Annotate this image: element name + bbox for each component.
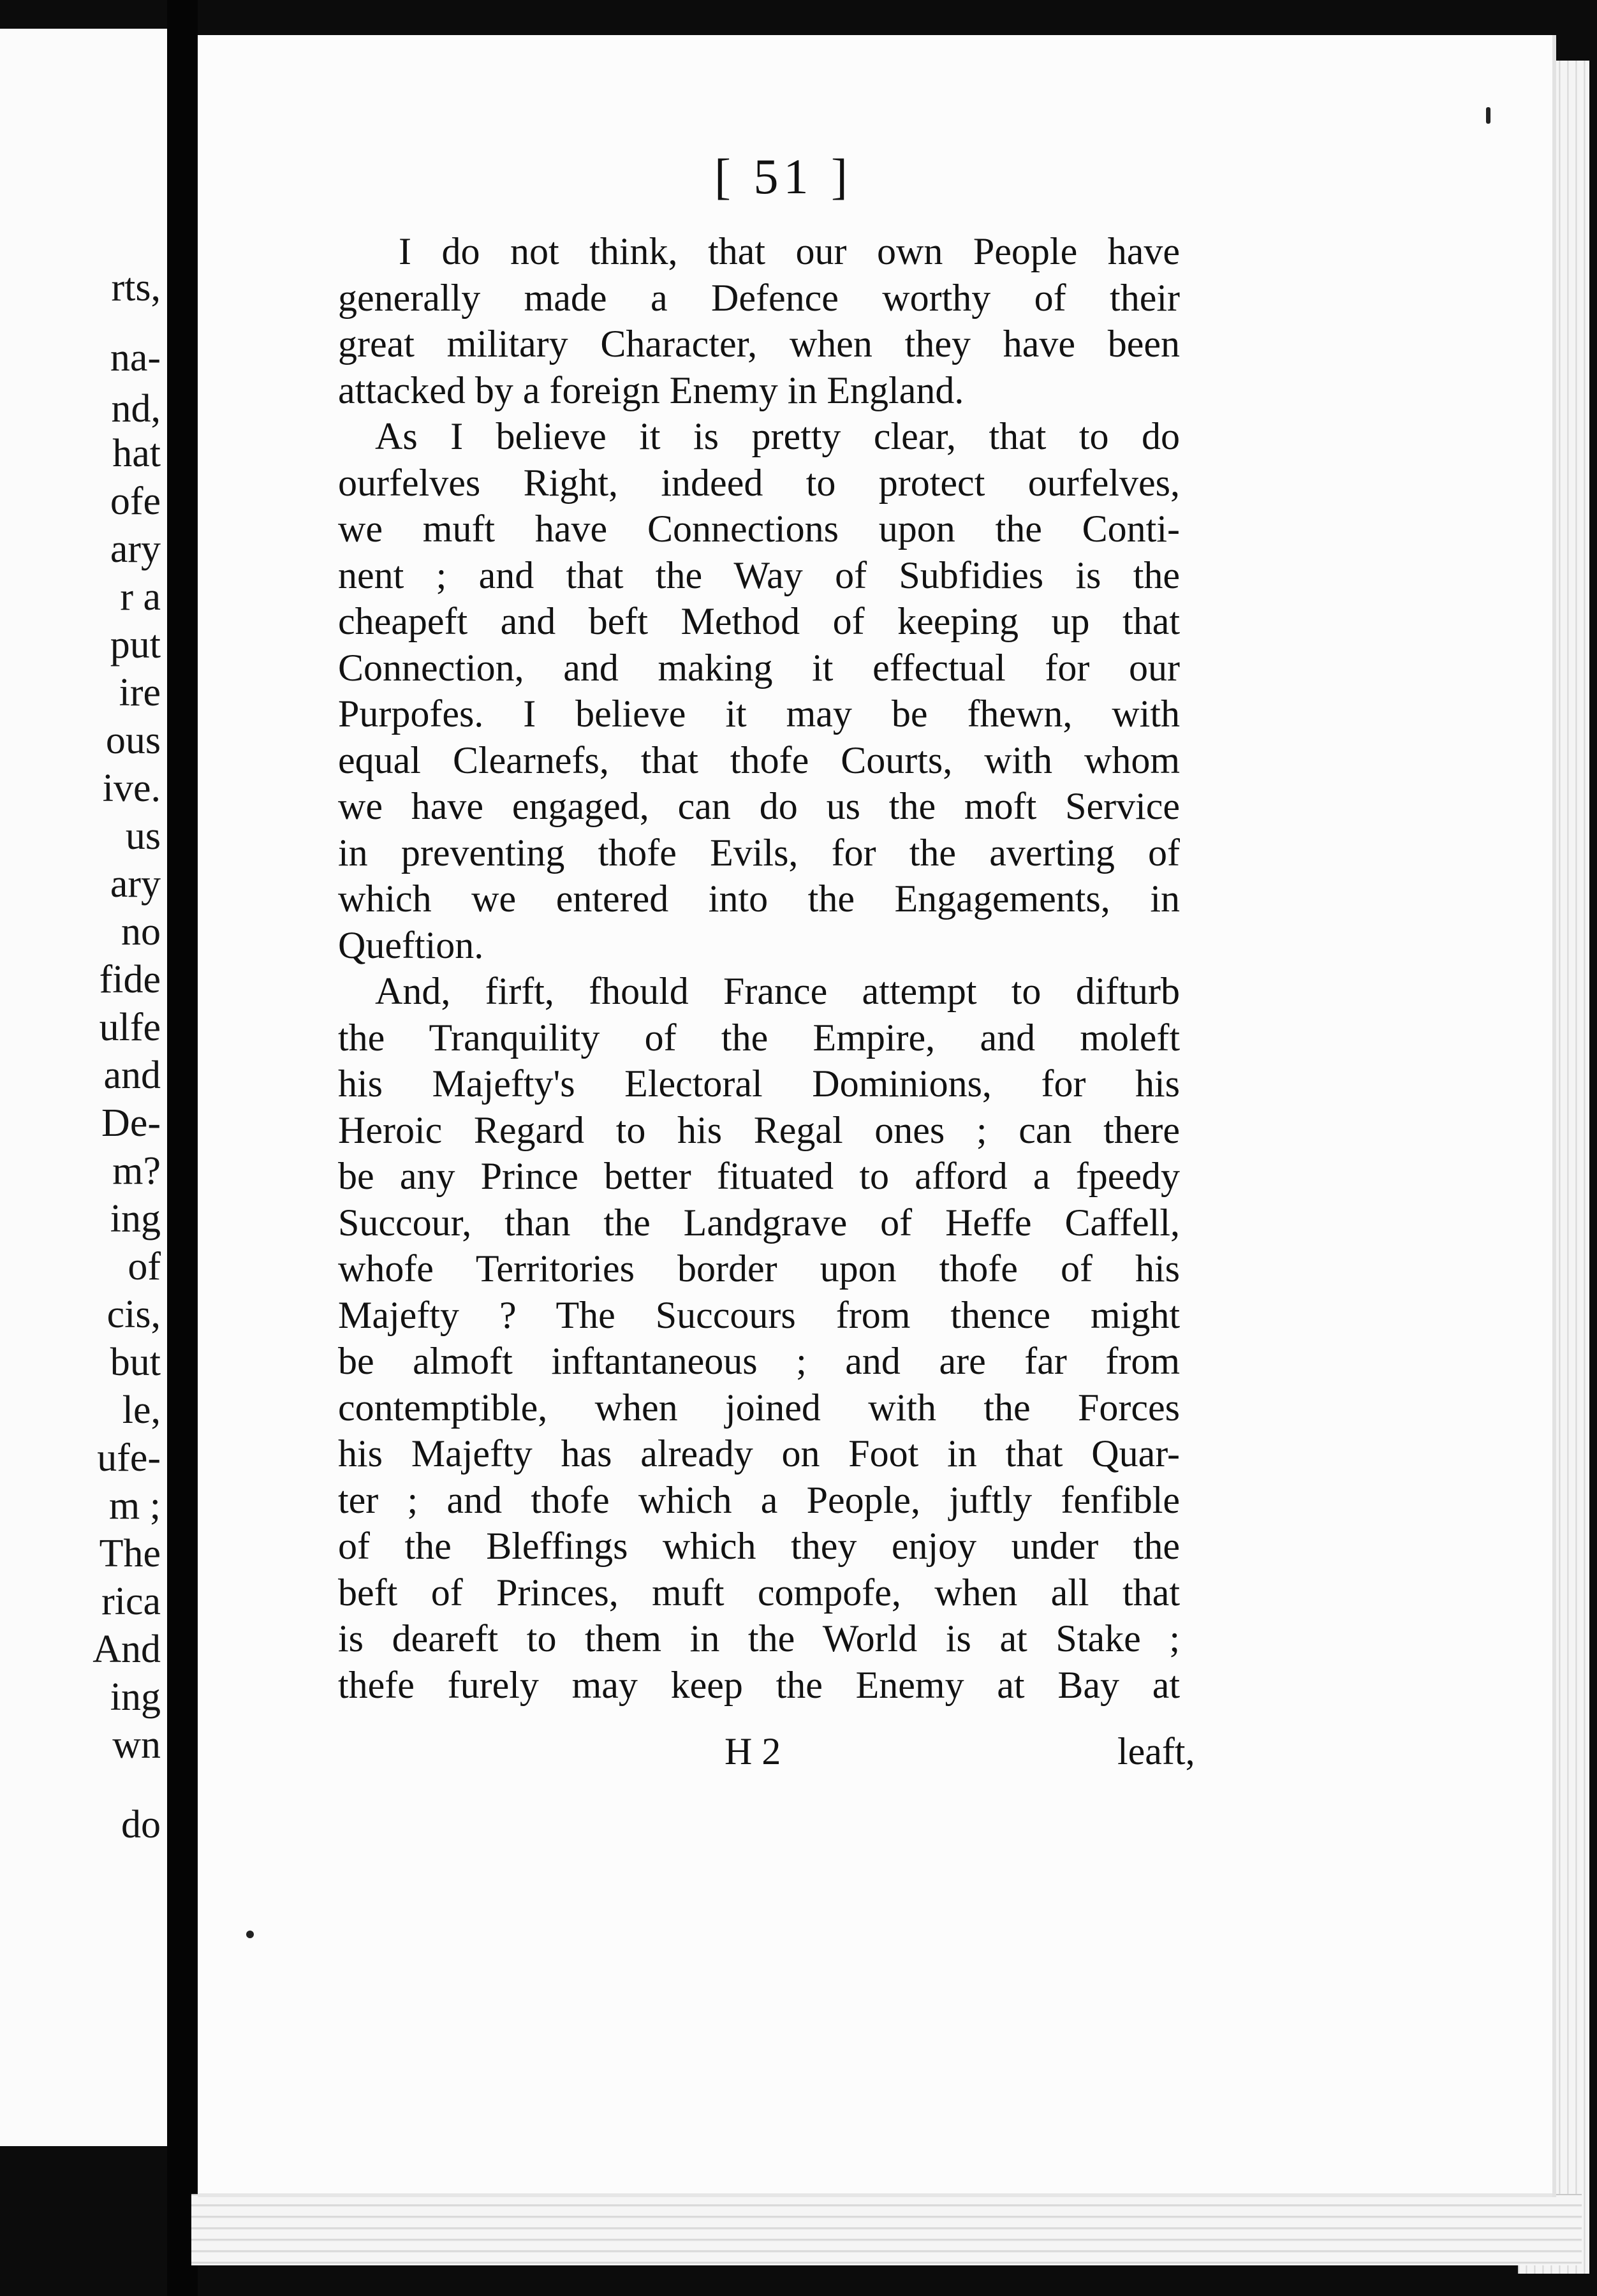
signature-mark: H 2 <box>725 1730 781 1772</box>
left-page-fragment: of <box>128 1245 161 1288</box>
left-page-fragment: ary <box>110 527 161 571</box>
left-page-fragment: rts, <box>111 266 161 309</box>
left-page-fragment: r a <box>120 575 161 619</box>
left-page-fragment: ive. <box>102 767 161 810</box>
text-line: ourfelves Right, indeed to protect ourfelves, <box>338 461 1180 504</box>
left-page-fragment: no <box>121 910 161 953</box>
left-page-fragment: m? <box>112 1149 161 1193</box>
text-line: the Tranquility of the Empire, and moleft <box>338 1016 1180 1059</box>
text-line: Purpofes. I believe it may be fhewn, with <box>338 693 1180 735</box>
left-page-fragment: ing <box>110 1675 161 1719</box>
left-page-fragment: ary <box>110 862 161 906</box>
left-page-fragment: do <box>121 1803 161 1846</box>
left-page-fragment: wn <box>112 1723 161 1767</box>
left-page-fragment: nd, <box>111 387 161 430</box>
left-page-fragment: but <box>110 1341 161 1384</box>
left-page-fragment: le, <box>122 1388 161 1432</box>
text-line: his Majefty's Electoral Dominions, for his <box>338 1063 1180 1105</box>
text-line: As I believe it is pretty clear, that to do <box>375 415 1180 457</box>
left-page-fragment: ulfe <box>99 1006 161 1049</box>
text-line: be any Prince better fituated to afford a fpeedy <box>338 1155 1180 1197</box>
left-page-fragment: na- <box>110 336 161 379</box>
text-line: we have engaged, can do us the moft Service <box>338 785 1180 827</box>
ink-speck <box>1486 107 1490 124</box>
ink-speck <box>246 1931 254 1938</box>
left-page-fragment: ing <box>110 1197 161 1240</box>
page-bottom-edges <box>191 2194 1582 2265</box>
left-page-fragment: put <box>110 623 161 666</box>
text-line: And, firft, fhould France attempt to difturb <box>375 970 1180 1012</box>
text-line: nent ; and that the Way of Subfidies is the <box>338 554 1180 596</box>
left-page-fragment: us <box>125 814 161 858</box>
text-line: great military Character, when they have been <box>338 323 1180 365</box>
left-page-fragment: hat <box>112 432 161 475</box>
text-line: his Majefty has already on Foot in that Quar- <box>338 1432 1180 1475</box>
left-page-fragment: ire <box>119 671 161 714</box>
text-line: we muft have Connections upon the Conti- <box>338 508 1180 550</box>
left-page-fragment: and <box>103 1054 161 1097</box>
left-page-fragment: The <box>99 1532 161 1575</box>
text-line: Heroic Regard to his Regal ones ; can there <box>338 1108 1180 1151</box>
page-body-text <box>338 228 1180 1708</box>
page-number: [ 51 ] <box>714 149 853 204</box>
text-line: in preventing thofe Evils, for the averting of <box>338 831 1180 874</box>
text-line: beft of Princes, muft compofe, when all that <box>338 1571 1180 1614</box>
text-line: is deareft to them in the World is at Stake ; <box>338 1617 1180 1659</box>
left-page-fragment: ous <box>105 719 161 762</box>
catchword: leaft, <box>1117 1730 1195 1772</box>
left-page-fragment: And <box>92 1628 161 1671</box>
left-page-fragment: rica <box>101 1580 161 1623</box>
text-line: equal Clearnefs, that thofe Courts, with whom <box>338 739 1180 781</box>
text-line: attacked by a foreign Enemy in England. <box>338 369 964 411</box>
left-page-fragment: m ; <box>109 1484 161 1527</box>
text-line: generally made a Defence worthy of their <box>338 276 1180 319</box>
previous-page-fragment <box>0 29 169 2146</box>
text-line: Queftion. <box>338 924 484 966</box>
text-line: Succour, than the Landgrave of Heffe Caffell, <box>338 1201 1180 1244</box>
text-line: of the Bleffings which they enjoy under the <box>338 1525 1180 1567</box>
text-line: which we entered into the Engagements, in <box>338 878 1180 920</box>
text-line: I do not think, that our own People have <box>399 230 1180 272</box>
text-line: whofe Territories border upon thofe of his <box>338 1247 1180 1290</box>
left-page-fragment: ufe- <box>97 1436 161 1480</box>
book-gutter <box>167 0 198 2296</box>
text-line: be almoft inftantaneous ; and are far from <box>338 1340 1180 1382</box>
text-line: cheapeft and beft Method of keeping up that <box>338 600 1180 642</box>
text-line: thefe furely may keep the Enemy at Bay at <box>338 1663 1180 1706</box>
left-page-fragment: fide <box>99 958 161 1001</box>
left-page-fragment: ofe <box>110 480 161 523</box>
text-line: contemptible, when joined with the Forces <box>338 1386 1180 1429</box>
left-page-fragment: cis, <box>107 1293 161 1336</box>
text-line: Connection, and making it effectual for our <box>338 646 1180 689</box>
left-page-fragment: De- <box>101 1101 161 1145</box>
text-line: ter ; and thofe which a People, juftly fenfible <box>338 1478 1180 1521</box>
text-line: Majefty ? The Succours from thence might <box>338 1293 1180 1336</box>
